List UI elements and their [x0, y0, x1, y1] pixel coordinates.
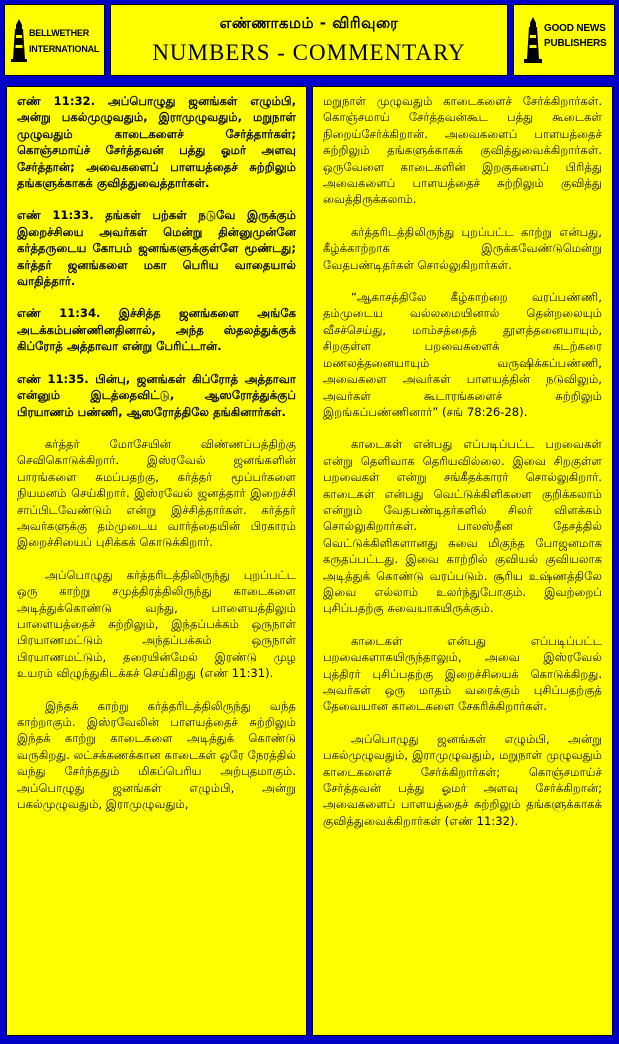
commentary-paragraph: கர்த்தர் மோசேயின் விண்ணப்பத்திற்கு செவிகொடுக்கிறார். இஸ்ரவேல் ஜனங்களின் பாரங்களை சுமப்பதற்கு, கர்த்தர் மூப்பர்களை நியமனம் செய்கிறார். இஸ்ரவேல் ஜனத்தார் இறைச்சி சாப்பிடவேண்டும் என்று இச்சித்தார்கள். கர்த்தர் அவர்களுக்கு தம்முடைய வார்த்தையின் பிரகாரம் இறைச்சியைப் புசிக்கக் கொடுக்கிறார்.	[17, 436, 296, 550]
logo-right-line1: GOOD NEWS	[544, 23, 606, 34]
commentary-paragraph: காடைகள் என்பது எப்படிப்பட்ட பறவைகள் என்று தெளிவாக தெரியவில்லை. இவை சிறகுள்ள பறவைகள் என்று சங்கீதக்காரர் சொல்லுகிறார். காடைகள் என்பது வெட்டுக்கிளிகளை குறிக்கலாம் என்றும் வேதபண்டிதர்களில் சிலர் விளக்கம் சொல்லுகிறார்கள். பாலஸ்தீன தேசத்தில் வெட்டுக்கிளிகளானது சுவை மிகுந்த போஜனமாக கருதப்பட்டது. இவை காற்றில் குவியல் குவியலாக அடித்துக் கொண்டு வரப்படும். சூரிய உஷ்ணத்திலே இவை எல்லாம் உலர்ந்துபோகும். இவற்றைப் புசிப்பதற்கு சுவையாகயிருக்கும்.	[323, 437, 602, 616]
bellwether-logo	[4, 4, 105, 76]
verse-11-33: எண் 11:33. தங்கள் பற்கள் நடுவே இருக்கும் இறைச்சியை அவர்கள் மென்று தின்னுமுன்னே கர்த்தருடைய கோபம் ஜனங்களுக்குள்ளே மூண்டது; கர்த்தர் ஜனங்களை மகா பெரிய வாதையால் வாதித்தார்.	[17, 208, 296, 289]
logo-right-line2: PUBLISHERS	[544, 38, 607, 49]
commentary-paragraph: இந்தக் காற்று கர்த்தரிடத்திலிருந்து வந்த காற்றாகும். இஸ்ரவேலின் பாளயத்தைச் சுற்றிலும் இந்தக் காற்று காடைகளை அடித்துக் கொண்டு வருகிறது. லட்சக்கணக்கான காடைகள் ஒரே நேரத்தில் வந்து சேர்ந்ததும் மிகப்பெரிய அற்புதமாகும். அப்பொழுது ஜனங்கள் எழும்பி, அன்று பகல்முழுவதும், இராமுழுவதும்,	[17, 698, 296, 812]
commentary-paragraph: மறுநாள் முழுவதும் காடைகளைச் சேர்க்கிறார்கள். கொஞ்சமாய் சேர்த்தவன்கூட பத்து கூடைகள் நிறைய்சேர்க்கிறான். அவைகளைப் பாளயத்தைச் சுற்றிலும் தங்களுக்காகக் குவித்துவைக்கிறார்கள். ஒருவேளை காடைகளின் இறகுகளைப் பிரித்து அவைகளைப் பாளயத்தைச் சுற்றிலும் குவித்து வைத்திருக்கலாம்.	[323, 94, 602, 207]
logo-left-line1: BELLWETHER	[29, 28, 89, 38]
title-tamil: எண்ணாகமம் - விரிவுரை	[219, 14, 399, 32]
title-english: NUMBERS - COMMENTARY	[152, 40, 466, 65]
title-box	[110, 4, 508, 76]
lighthouse-icon	[524, 17, 542, 65]
left-column	[6, 86, 307, 1036]
commentary-paragraph: காடைகள் என்பது எப்படிப்பட்ட பறவைகளாகயிருந்தாலும், அவை இஸ்ரவேல் புத்திரர் புசிப்பதற்கு இறைச்சியைக் கொடுக்கிறது. அவர்கள் ஒரு மாதம் வரைக்கும் புசிப்பதற்குத் தேவையான காடைகளை சேகரிக்கிறார்கள்.	[323, 633, 602, 714]
logo-left-line2: INTERNATIONAL	[29, 44, 100, 54]
lighthouse-icon	[11, 19, 27, 63]
verse-11-35: எண் 11:35. பின்பு, ஜனங்கள் கிப்ரோத் அத்தாவா என்னும் இடத்தைவிட்டு, ஆஸரோத்துக்குப் பிரயாணம் பண்ணி, ஆஸரோத்திலே தங்கினார்கள்.	[17, 371, 296, 419]
right-column	[312, 86, 613, 1036]
verse-11-32: எண் 11:32. அப்பொழுது ஜனங்கள் எழும்பி, அன்று பகல்முழுவதும், இராமுழுவதும், மறுநாள் முழுவதும் காடைகளைச் சேர்த்தார்கள்; கொஞ்சமாய்ச் சேர்த்தவன் பத்து ஓமர் அளவு சேர்த்தான்; அவைகளைப் பாளயத்தைச் சுற்றிலும் தங்களுக்காகக் குவித்துவைத்தார்கள்.	[17, 94, 296, 191]
verse-11-34: எண் 11:34. இச்சித்த ஜனங்களை அங்கே அடக்கம்பண்ணினதினால், அந்த ஸ்தலத்துக்குக் கிப்ரோத் அத்தாவா என்று பேரிட்டான்.	[17, 306, 296, 354]
commentary-paragraph: அப்பொழுது ஜனங்கள் எழும்பி, அன்று பகல்முழுவதும், இராமுழுவதும், மறுநாள் முழுவதும் காடைகளைச் சேர்க்கிறார்கள்; கொஞ்சமாய்ச் சேர்த்தவன் பத்து ஓமர் அளவு சேர்க்கிறான்; அவைகளைப் பாளயத்தைச் சுற்றிலும் தங்களுக்காகக் குவித்துவைக்கிறார்கள் (எண் 11:32).	[323, 731, 602, 828]
header-bar	[0, 0, 619, 80]
commentary-paragraph: கர்த்தரிடத்திலிருந்து புறப்பட்ட காற்று என்பது, கீழ்க்காற்றாக இருக்கவேண்டுமென்று வேதபண்டிதர்கள் சொல்லுகிறார்கள்.	[323, 224, 602, 272]
commentary-paragraph: அப்பொழுது கர்த்தரிடத்திலிருந்து புறப்பட்ட ஒரு காற்று சமுத்திரத்திலிருந்து காடைகளை அடித்துக்கொண்டு வந்து, பாளையத்திலும் பாளையத்தைச் சுற்றிலும், இந்தப்பக்கம் ஒருநாள் பிரயாணமட்டும் அந்தப்பக்கம் ஒருநாள் பிரயாணமட்டும், தரையின்மேல் இரண்டு முழ உயரம் விழுந்துகிடக்கச் செய்கிறது (எண் 11:31).	[17, 567, 296, 681]
psalm-quote: “ஆகாசத்திலே கீழ்காற்றை வரப்பண்ணி, தம்முடைய வல்லமையினால் தென்றலையும் வீசச்செய்து, மாம்சத்தைத் தூளத்தனையாயும், சிறகுள்ள பறவைகளைக் கடற்கரை மணலத்தனையாயும் வருஷிக்கப்பண்ணி, அவைகளை அவர்கள் பாளயத்தின் நடுவிலும், அவர்கள் கூடாரங்களைச் சுற்றிலும் இறங்கப்பண்ணினார்” (சங் 78:26-28).	[323, 290, 602, 419]
good-news-logo	[513, 4, 615, 76]
